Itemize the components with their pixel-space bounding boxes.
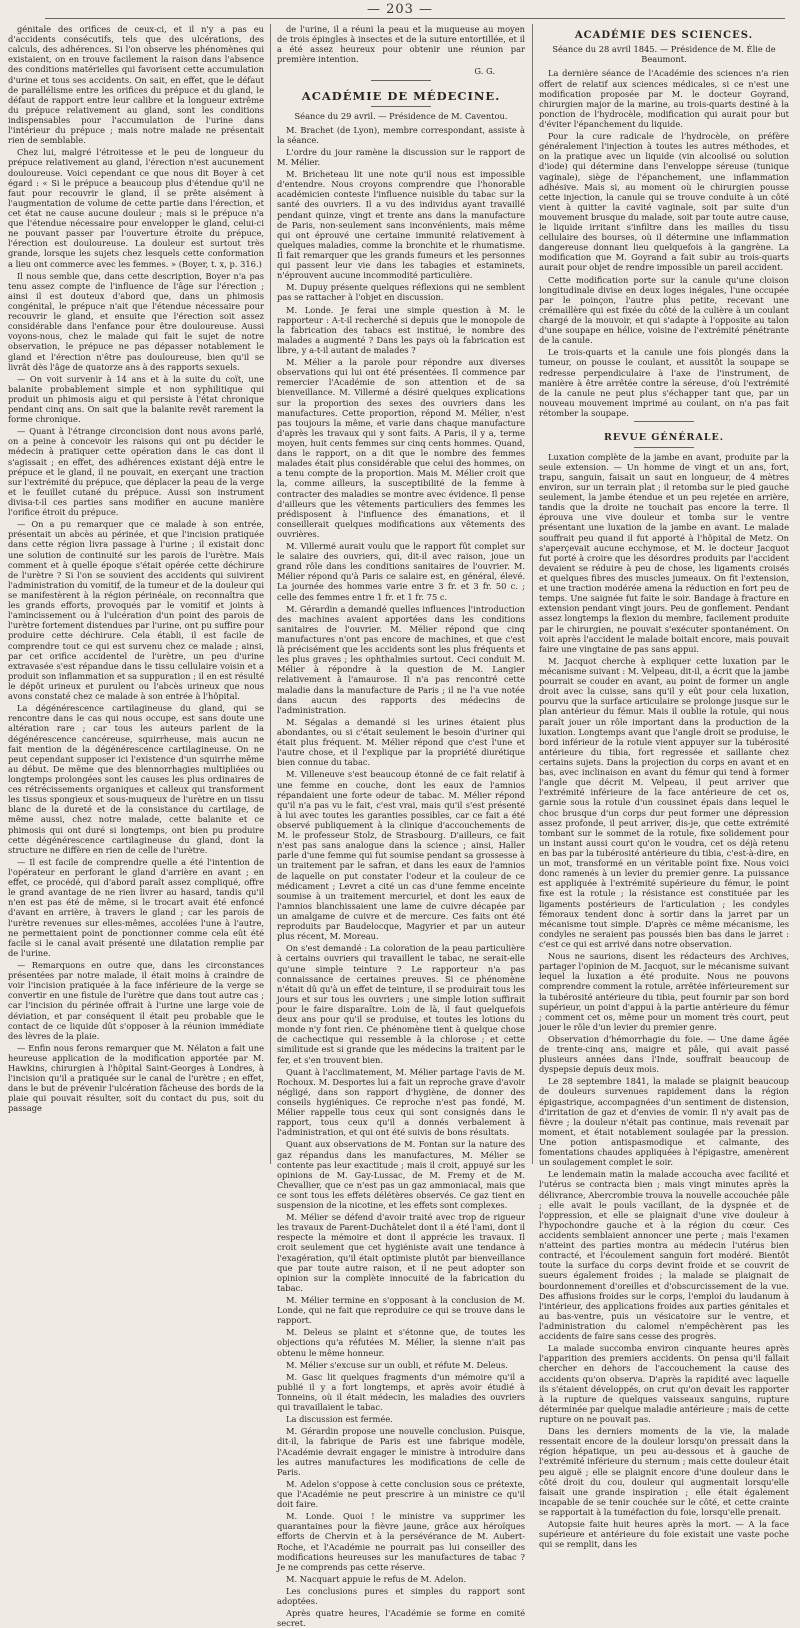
paragraph: Chez lui, malgré l'étroitesse et le peu de longueur du prépuce relativement au gland, l'érection n'est aucunement douloureuse. Voici cependant ce que nous dit Boyer à cet égard : « Si le prépuce a beaucoup plus d'étendue qu'il ne faut pour recouvrir le gland, il se prête aisément à l'augmentation de volume de cette partie dans l'érection, et cet état ne cause aucune douleur ; mais si le prépuce n'a que l'étendue nécessaire pour envelopper le gland, celui-ci ne pouvant passer par l'ouverture étroite du prépuce, l'érection est douloureuse. La douleur est surtout très grande, lorsque les sujets chez lesquels cette conformation a lieu ont commerce avec les femmes. » (Boyer, t. x, p. 316.) [8, 147, 264, 269]
paragraph: Pour la cure radicale de l'hydrocèle, on préfère généralement l'injection à toutes les autres méthodes, et on la pratique avec un liquide (vin alcoolisé ou solution d'iode) qui détermine dans l'enveloppe séreuse (tunique vaginale), siège de l'épanchement, une inflammation adhésive. Mais si, au moment où le chirurgien pousse cette injection, la canule qui se trouve conduite à un côté vient à quitter la cavité vaginale, soit par suite d'un mouvement brusque du malade, soit par toute autre cause, le liquide irritant s'infiltre dans les mailles du tissu cellulaire des bourses, où il détermine une inflammation dangereuse donnant lieu quelquefois à la gangrène. La modification que M. Goyrand a fait subir au trois-quarts aurait pour objet de rendre impossible un pareil accident. [539, 131, 789, 273]
section-rule [634, 421, 694, 422]
paragraph: La dégénérescence cartilagineuse du gland, qui se rencontre dans le cas qui nous occupe, est sans doute une altération rare ; car tous les auteurs parlent de la dégénérescence cancéreuse, squirrheuse, mais aucun ne fait mention de la dégénérescence cartilagineuse. On ne peut cependant supposer ici l'existence d'un squirrhe même au début. De même que des blennorrhagies multipliées ou longtemps prolongées sont les causes les plus ordinaires de ces rétrécissements organiques et calleux qui transforment les tissus spongieux et sous-muqueux de l'urètre en un tissu blanc de la dureté et de la consistance du cartilage, de même aussi, chez notre malade, cette balanite et ce phimosis qui ont duré si longtemps, ont bien pu produire cette dégénérescence cartilagineuse du gland, dont la structure ne diffère en rien de celle de l'urètre. [8, 703, 264, 855]
paragraph: Le 28 septembre 1841, la malade se plaignit beaucoup de douleurs survenues rapidement dans la région épigastrique, accompagnées d'un sentiment de distension, d'irritation de gaz et d'envies de vomir. Il n'y avait pas de fièvre ; la douleur n'était pas continue, mais revenait par moment, et était notablement soulagée par la pression. Une potion antispasmodique et calmante, des fomentations chaudes appliquées à l'épigastre, amenèrent un soulagement complet le soir. [539, 1076, 789, 1168]
section-rule [371, 106, 431, 107]
paragraph: On s'est demandé : La coloration de la peau particulière à certains ouvriers qui travaillent le tabac, ne serait-elle qu'une simple teinture ? Le rapporteur n'a pas connaissance de certaines preuves. Si ce phénomène n'était dû qu'à un effet de teinture, il se produirait tous les jours et sur tous les ouvriers ; une simple lotion suffirait pour le faire disparaître. Loin de là, il faut quelquefois deux ans pour qu'il se produise, et toutes les lotions du monde n'y font rien. Ce phénomène tient à quelque chose de cachectique qui ressemble à la chlorose ; et cette similitude est si grande que les médecins la traitent par le fer, et s'en trouvent bien. [277, 943, 525, 1065]
paragraph: Le lendemain matin la malade accoucha avec facilité et l'utérus se contracta bien ; mais vingt minutes après la délivrance, Abercrombie trouva la nouvelle accouchée pâle ; elle avait le pouls vacillant, de la dyspnée et de l'oppression, et elle se plaignait d'une vive douleur à l'hypochondre gauche et à la région du cœur. Ces accidents semblaient annoncer une perte ; mais l'examen n'atteint des parties montra au médecin l'utérus bien contracté, et l'écoulement sanguin fort modéré. Bientôt toute la surface du corps devint froide et se couvrit de sueurs également froides ; la malade se plaignait de bourdonnement d'oreilles et d'obscurcissement de la vue. Des affusions froides sur le corps, l'emploi du laudanum à l'intérieur, des applications froides aux parties génitales et au bas-ventre, puis un vésicatoire sur le ventre, et l'administration du calomel n'empêchèrent pas les accidents de faire sans cesse des progrès. [539, 1169, 789, 1342]
paragraph: Observation d'hémorrhagie du foie. — Une dame âgée de trente-cinq ans, maigre et pâle, qui avait passé plusieurs années dans l'Inde, souffrait beaucoup de dyspepsie depuis deux mois. [539, 1033, 789, 1075]
paragraph: Il nous semble que, dans cette description, Boyer n'a pas tenu assez compte de l'influence de l'âge sur l'érection ; ainsi il est douteux d'abord que, dans un phimosis congénital, le prépuce n'ait que l'étendue nécessaire pour recouvrir le gland, et ensuite que l'érection soit assez considérable dans l'enfance pour être douloureuse. Aussi voyons-nous, chez le malade qui fait le sujet de notre observation, le prépuce ne pas dépasser notablement le gland et l'érection n'être pas douloureuse, bien qu'il se livrât dès l'âge de quatorze ans à des rapports sexuels. [8, 270, 264, 372]
paragraph: M. Villermé aurait voulu que le rapport fût complet sur le salaire des ouvriers, qui, dit-il avec raison, joue un grand rôle dans les conditions sanitaires de l'ouvrier. M. Mélier répond qu'à Paris ce salaire est, en général, élevé. La journée des hommes varie entre 3 fr. et 3 fr. 50 c. ; celle des femmes entre 1 fr. et 1 fr. 75 c. [277, 541, 525, 602]
paragraph: Quant à l'acclimatement, M. Mélier partage l'avis de M. Rochoux. M. Desportes lui a fait un reproche grave d'avoir négligé, dans son rapport d'hygiène, de donner des conseils hygiéniques. Ce reproche n'est pas fondé, M. Mélier rappelle tous ceux qui sont consignés dans le rapport, tous ceux qu'il a donnés verbalement à l'administration, et qui ont été suivis de bons résultats. [277, 1066, 525, 1138]
section-rule [634, 447, 694, 448]
paragraph: M. Gasc lit quelques fragments d'un mémoire qu'il a publié il y a fort longtemps, et après avoir étudié à Tonneins, où il était médecin, les maladies des ouvriers qui travaillaient le tabac. [277, 1371, 525, 1413]
paragraph: — On voit survenir à 14 ans et à la suite du coït, une balanite probablement simple et non syphilitique qui produit un phimosis aigu et qui persiste à l'état chronique pendant cinq ans. On sait que la balanite revêt rarement la forme chronique. [8, 373, 264, 425]
section-title: ACADÉMIE DE MÉDECINE. [301, 88, 501, 103]
paragraph: M. Nacquart appuie le refus de M. Adelon. [286, 1573, 467, 1584]
paragraph: M. Mélier termine en s'opposant à la conclusion de M. Londe, qui ne fait que reproduire ce qui se trouve dans le rapport. [277, 1295, 525, 1326]
paragraph: Cette modification porte sur la canule qu'une cloison longitudinale divise en deux loges inégales, l'une occupée par le poinçon, l'autre plus petite, recevant une crémaillère qui est fixée du côté de la culière à un coulant chargé de la mouvoir, et qui s'adapte à l'opposite au talon d'une soupape en hélice, voisine de l'extrémité pénétrante de la canule. [539, 274, 789, 346]
paragraph: M. Mélier a la parole pour répondre aux diverses observations qui lui ont été présentées. Il commence par remercier l'Académie de son attention et de sa bienveillance. M. Villermé a désiré quelques explications sur la proportion des sexes des ouvriers dans les manufactures. Cette proportion, répond M. Mélier, n'est pas toujours la même, et varie dans chaque manufacture d'après les travaux qui y sont faits. A Paris, il y a, terme moyen, huit cents femmes sur cinq cents hommes. Quand, dans le rapport, on a dit que le nombre des femmes malades était plus considérable que celui des hommes, on a tenu compte de la proportion. Mais M. Mélier croit que la, comme ailleurs, la susceptibilité de la femme à contracter des maladies se montre avec évidence. Il pense d'ailleurs que les vêtements particuliers des femmes les prédisposent à l'influence des émanations, et il conseillerait quelques modifications aux vêtements des ouvrières. [277, 357, 525, 539]
paragraph: — Quant à l'étrange circoncision dont nous avons parlé, on a peine à concevoir les raisons qui ont pu décider le médecin à pratiquer cette opération dans le cas dont il s'agissait ; en effet, des adhérences existant déjà entre le prépuce et le gland, il ne pouvait, en exerçant une traction sur l'extrémité du prépuce, que déplacer la peau de la verge et le feuillet cutané du prépuce. Aussi son instrument divisa-t-il ces parties sans modifier en aucune manière l'orifice étroit du prépuce. [8, 426, 264, 518]
paragraph: La discussion est fermée. [286, 1414, 393, 1425]
seance-line: Séance du 28 avril 1845. — Présidence de M. Élie de Beaumont. [552, 44, 776, 65]
paragraph: M. Adelon s'oppose à cette conclusion sous ce prétexte, que l'Académie ne peut prescrire à un ministre ce qu'il doit faire. [277, 1478, 525, 1510]
paragraph: M. Ségalas a demandé si les urines étaient plus abondantes, ou si c'était seulement le besoin d'uriner qui était plus fréquent. M. Mélier répond que c'est l'une et l'autre chose, et il l'explique par la propriété diurétique bien connue du tabac. [277, 716, 525, 768]
paragraph: Après quatre heures, l'Académie se forme en comité secret. [277, 1608, 525, 1628]
paragraph: — On a pu remarquer que ce malade à son entrée, présentait un abcès au périnée, et que l'incision pratiquée dans cette région livra passage à l'urine ; il existait donc une solution de continuité sur les parois de l'urètre. Mais comment et à quelle époque s'était opérée cette déchirure de l'urètre ? Si l'on se souvient des accidents qui suivirent l'administration du vomitif, de la tumeur et de la douleur qui se manifestèrent à la région périnéale, on reconnaîtra que les grands efforts, provoqués par le vomitif et joints à l'amincissement ou à l'ulcération d'un point des parois de l'urètre fortement distendues par l'urine, ont pu suffire pour produire cette déchirure. Cela établi, il est facile de comprendre tout ce qui est survenu chez ce malade ; ainsi, par cet orifice accidentel de l'urètre, un peu d'urine extravasée s'est répandue dans le tissu cellulaire voisin et a produit son inflammation et sa suppuration ; il en est résulté le dépôt urineux et purulent ou l'abcès urineux que nous avons constaté chez ce malade à son entrée à l'hôpital. [8, 519, 264, 702]
paragraph: M. Dupuy présente quelques réflexions qui ne semblent pas se rattacher à l'objet en discussion. [277, 282, 525, 303]
paragraph: M. Gérardin a demandé quelles influences l'introduction des machines avaient apportées dans les conditions sanitaires de l'ouvrier. M. Mélier répond que cinq manufactures n'ont pas encore de machines, et que c'est là précisément que les accidents sont les plus fréquents et les plus graves ; les ophthalmies surtout. Ceci conduit M. Mélier à répondre à la question de M. Langier relativement à l'amaurose. Il n'a pas rencontré cette maladie dans la manufacture de Paris ; il ne l'a vue notée dans aucun des rapports des médecins de l'administration. [277, 603, 525, 715]
paragraph: — Enfin nous ferons remarquer que M. Nélaton a fait une heureuse application de la modification apportée par M. Hawkins, chirurgien à l'hôpital Saint-Georges à Londres, à l'incision qu'il a pratiquée sur le canal de l'urètre ; en effet, dans le but de prévenir l'ulcération fâcheuse des bords de la plaie qui pouvait résulter, soit du contact du pus, soit du passage [8, 1042, 264, 1114]
column-right [539, 24, 789, 1550]
column-separator [270, 24, 271, 1164]
column-separator [532, 24, 533, 1164]
paragraph: de l'urine, il a réuni la peau et la muqueuse au moyen de trois épingles à insectes et de la suture entortillée, et il a été assez heureux pour obtenir une réunion par première intention. [277, 24, 525, 65]
section-rule [371, 80, 431, 81]
paragraph: M. Jacquot cherche à expliquer cette luxation par le mécanisme suivant : M. Velpeau, dit-il, a écrit que la jambe pourrait se couder en avant, au point de former un angle droit avec la cuisse, sans qu'il y eût pour cela luxation, pourvu que la surface articulaire se prolonge jusque sur le plan antérieur du fémur. Mais il oublie la rotule, qui nous paraît jouer un rôle important dans la production de la luxation. Longtemps avant que l'angle droit se produise, le bord inférieur de la rotule vient appuyer sur la tubérosité antérieure du tibia, fort regressée et saillante chez certains sujets. Dans la projection du corps en avant et en bas, avec inclinaison en avant du fémur qui tend à former l'angle que décrit M. Velpeau, il peut arriver que l'extrémité inférieure de la face antérieure de cet os, garnie sous la rotule d'un coussinet épais dans lequel le choc brusque d'un corps dur peut former une dépression assez profonde, il peut arriver, dis-je, que cette extrémité tombant sur le sommet de la rotule, fixe solidement pour un instant aussi court qu'on le voudra, cet os déjà retenu en bas par la tubérosité antérieure du tibia, c'est-à-dire, en un mot, transformé en un véritable point fixe. Nous voici donc ramenés à un levier du premier genre. La puissance est appliquée à l'extrémité supérieure du fémur, le point fixe est la rotule ; la résistance est constituée par les ligaments postérieurs de l'articulation ; les condyles fémoraux tendent donc à sortir dans la jarret par un mécanisme tout simple. D'après ce même mécanisme, les condyles ne seraient pas poussés bien bas dans le jarret : c'est ce qui est arrivé dans notre observation. [539, 655, 789, 949]
header-rule [45, 18, 785, 19]
paragraph: M. Bricheteau lit une note qu'il nous est impossible d'entendre. Nous croyons comprendre que l'honorable académicien conteste l'influence nuisible du tabac sur la santé des ouvriers. Il a vu des individus ayant travaillé pendant quinze, vingt et trente ans dans la manufacture de Paris, non-seulement sans inconvénients, mais même qui ont éprouvé une certaine immunité relativement à quelques maladies, comme la bronchite et le rhumatisme. Il fait remarquer que les grands fumeurs et les personnes qui passent leur vie dans les tabagies et estaminets, n'éprouvent aucune incommodité particulière. [277, 169, 525, 281]
column-middle [277, 24, 525, 1628]
section-title: ACADÉMIE DES SCIENCES. [574, 30, 754, 41]
paragraph: génitale des orifices de ceux-ci, et il n'y a pas eu d'accidents consécutifs, tels que des ulcérations, des calculs, des adhérences. Si l'on observe les phénomènes qui existaient, on en trouve facilement la raison dans l'absence des conditions matérielles qui favorisent cette accumulation d'urine et tous ses accidents. On sait, en effet, que le défaut de parallélisme entre les orifices du prépuce et du gland, le défaut de rapport entre leur calibre et la longueur extrême du prépuce relativement au gland, sont les conditions indispensables pour l'accumulation de l'urine dans l'intérieur du prépuce ; mais notre malade ne présentait rien de semblable. [8, 24, 264, 146]
review-title: REVUE GÉNÉRALE. [603, 432, 725, 444]
paragraph: — Remarquons en outre que, dans les circonstances présentées par notre malade, il était moins à craindre de voir l'incision pratiquée à la face inférieure de la verge se convertir en une fistule de l'urètre que dans tout autre cas ; car l'incision du périnée offrait à l'urine une large voie de déviation, et par conséquent il était peu probable que le contact de ce liquide dût s'opposer à la réunion immédiate des lèvres de la plaie. [8, 959, 264, 1041]
paragraph: Le trois-quarts et la canule une fois plongés dans la tumeur, on pousse le coulant, et aussitôt la soupape se redresse perpendiculaire à l'axe de l'instrument, de manière à être arrêtée contre la séreuse, d'où l'extrémité de la canule ne peut plus s'échapper tant que, par un nouveau mouvement imprimé au coulant, on n'a pas fait rétomber la soupape. [539, 347, 789, 419]
paragraph: M. Gérardin propose une nouvelle conclusion. Puisque, dit-il, la fabrique de Paris est une fabrique modèle, l'Académie devrait engager le ministre à introduire dans les autres manufactures les modifications de celle de Paris. [277, 1426, 525, 1477]
paragraph: — Il est facile de comprendre quelle a été l'intention de l'opérateur en perforant le gland d'arrière en avant ; en effet, ce procédé, qui d'abord paraît assez compliqué, offre le grand avantage de ne rien livrer au hasard, tandis qu'il n'en est pas été de même, si le trocart avait été enfoncé d'avant en arrière, à travers le gland ; car les parois de l'urètre revenues sur elles-mêmes, accolées l'une à l'autre, ne permettaient point de ponctionner comme cela eût été facile si le canal avait présenté une dilatation remplie par de l'urine. [8, 856, 264, 958]
paragraph: M. Deleus se plaint et s'étonne que, de toutes les objections qu'a réfutées M. Mélier, la sienne n'ait pas obtenu le même honneur. [277, 1327, 525, 1358]
paragraph: Luxation complète de la jambe en avant, produite par la seule extension. — Un homme de vingt et un ans, fort, trapu, sanguin, faisait un saut en longueur, de 4 mètres environ, sur un terrain plat ; il retomba sur le pied gauche seulement, la jambe étendue et un peu rejetée en arrière, tandis que la droite ne touchait pas encore la terre. Il éprouva une vive douleur et tomba sur le ventre présentant une luxation de la jambe en avant. Le malade souffrait peu quand il fut apporté à l'hôpital de Metz. On s'aperçevait aucune ecchymose, et M. le docteur Jacquot fut porté à croire que les désordres produits par l'accident devaient se réduire à peu de chose, les ligaments croisés et quelques fibres des muscles jumeaux. On fit l'extension, et une traction modérée amena la réduction en fort peu de temps. Une saignée fut faite le soir. Bandage à fracture en extension pendant vingt jours. Peu de gonflement. Pendant assez longtemps la flexion du membre, facilement produite par le chirurgien, ne pouvait s'exécuter spontanément. On voit après l'accident le malade boitait encore, mais pouvait faire une vingtaine de pas sans appui. [539, 451, 789, 654]
paragraph: L'ordre du jour ramène la discussion sur le rapport de M. Mélier. [277, 146, 525, 167]
page-number: — 203 — [366, 2, 434, 17]
paragraph: M. Mélier se défend d'avoir traité avec trop de rigueur les travaux de Parent-Duchâtelet dont il a été l'ami, dont il respecte la mémoire et dont il apprécie les travaux. Il croit seulement que cet hygiéniste avait une tendance à l'exagération, qu'il était optimiste plutôt par bienveillance que par toute autre raison, et il ne peut adopter son opinion sur la complète innocuité de la fabrication du tabac. [277, 1212, 525, 1293]
paragraph: Dans les derniers moments de la vie, la malade ressentait encore de la douleur lorsqu'on pressait dans la région hépatique, un peu au-dessous et à gauche de l'extrémité inférieure du sternum ; mais cette douleur était peu aiguë ; elle se plaignit encore d'une douleur dans le côté droit du cou, douleur qui augmentait lorsqu'elle faisait une grande inspiration ; elle était également incapable de se tenir couchée sur le côté, et cette crainte se rapportait à la tuméfaction du foie, lorsqu'elle prenait. [539, 1426, 789, 1517]
paragraph: Autopsie faite huit heures après la mort. — A la face supérieure et antérieure du foie existait une vaste poche qui se remplit, dans les [539, 1519, 789, 1550]
paragraph: M. Mélier s'excuse sur un oubli, et réfute M. Deleus. [286, 1359, 508, 1370]
seance-line: Séance du 29 avril. — Présidence de M. Caventou. [294, 110, 508, 121]
signature: G. G. [474, 66, 495, 77]
paragraph: Quant aux observations de M. Fontan sur la nature des gaz répandus dans les manufactures, M. Mélier se contente pas leur exactitude ; mais il croit, appuyé sur les opinions de M. Gay-Lussac, de M. Fremy et de M. Chevallier, que ce n'est pas un gaz ammoniacal, mais que ce sont tous les effets délétères observés. Ce gaz tient en suspension de la nicotine, et les effets sont complexes. [277, 1139, 525, 1211]
paragraph: M. Londe. Je ferai une simple question à M. le rapporteur : A-t-il recherché si depuis que le monopole de la fabrication des tabacs est institué, le nombre des malades a augmenté ? Dans les pays où la fabrication est libre, y a-t-il autant de malades ? [277, 304, 525, 355]
paragraph: La dernière séance de l'Académie des sciences n'a rien offert de relatif aux sciences médicales, si ce n'est une modification proposée par M. le docteur Goyrand, chirurgien major de la marine, au trois-quarts destiné à la ponction de l'hydrocèle, modification qui aurait pour but d'éviter l'épanchement du liquide. [539, 68, 789, 129]
paragraph: M. Brachet (de Lyon), membre correspondant, assiste à la séance. [277, 124, 525, 145]
column-left [8, 24, 264, 1164]
paragraph: La malade succomba environ cinquante heures après l'apparition des premiers accidents. On pensa qu'il fallait chercher en dehors de l'accouchement la cause des accidents qu'on observa. D'après la rapidité avec laquelle ils s'étaient développés, on crut qu'on devait les rapporter à la rupture de quelques vaisseaux sanguins, rupture déterminée par quelque maladie antérieure ; mais de cette rupture on ne pouvait pas. [539, 1343, 789, 1424]
paragraph: Nous ne saurions, disent les rédacteurs des Archives, partager l'opinion de M. Jacquot, sur le mécanisme suivant lequel la luxation a été produite. Nous ne pouvons comprendre comment la rotule, arrêtée inférieurement sur la tubérosité antérieure du tibia, peut fournir par son bord supérieur, un point d'appui à la partie antérieure du fémur ; comment cet os, même pour un moment très court, peut jouer le rôle d'un levier du premier genre. [539, 951, 789, 1032]
paragraph: M. Londe. Quoi ! le ministre va supprimer les quarantaines pour la fièvre jaune, grâce aux héroïques efforts de Chervin et à la persévérance de M. Aubert-Roche, et l'Académie ne pourrait pas lui conseiller des modifications heureuses sur les manufactures de tabac ? Je ne comprends pas cette réserve. [277, 1511, 525, 1572]
paragraph: M. Villeneuve s'est beaucoup étonné de ce fait relatif à une femme en couche, dont les eaux de l'amnios répandaient une forte odeur de tabac. M. Mélier répond qu'il n'a pas vu le fait, c'est vrai, mais qu'il s'est présenté à lui avec toutes les garanties possibles, car ce fait a été observé publiquement à la clinique d'accouchements de M. le professeur Stolz, de Strasbourg. D'ailleurs, ce fait n'est pas sans analogue dans la science ; ainsi, Haller parle d'une femme qui fut soumise pendant sa grossesse à un traitement par le safran, et dans les eaux de l'amnios de laquelle on put constater l'odeur et la couleur de ce médicament ; Levret a cité un cas d'une femme enceinte soumise à un traitement mercuriel, et dont les eaux de l'amnios blanchissaient une lame de cuivre décapée par un amalgame de cuivre et de mercure. Ces faits ont été reproduits par Baudelocque, Magyrier et par un auteur plus récent, M. Moreau. [277, 769, 525, 942]
paragraph: Les conclusions pures et simples du rapport sont adoptées. [277, 1585, 525, 1607]
